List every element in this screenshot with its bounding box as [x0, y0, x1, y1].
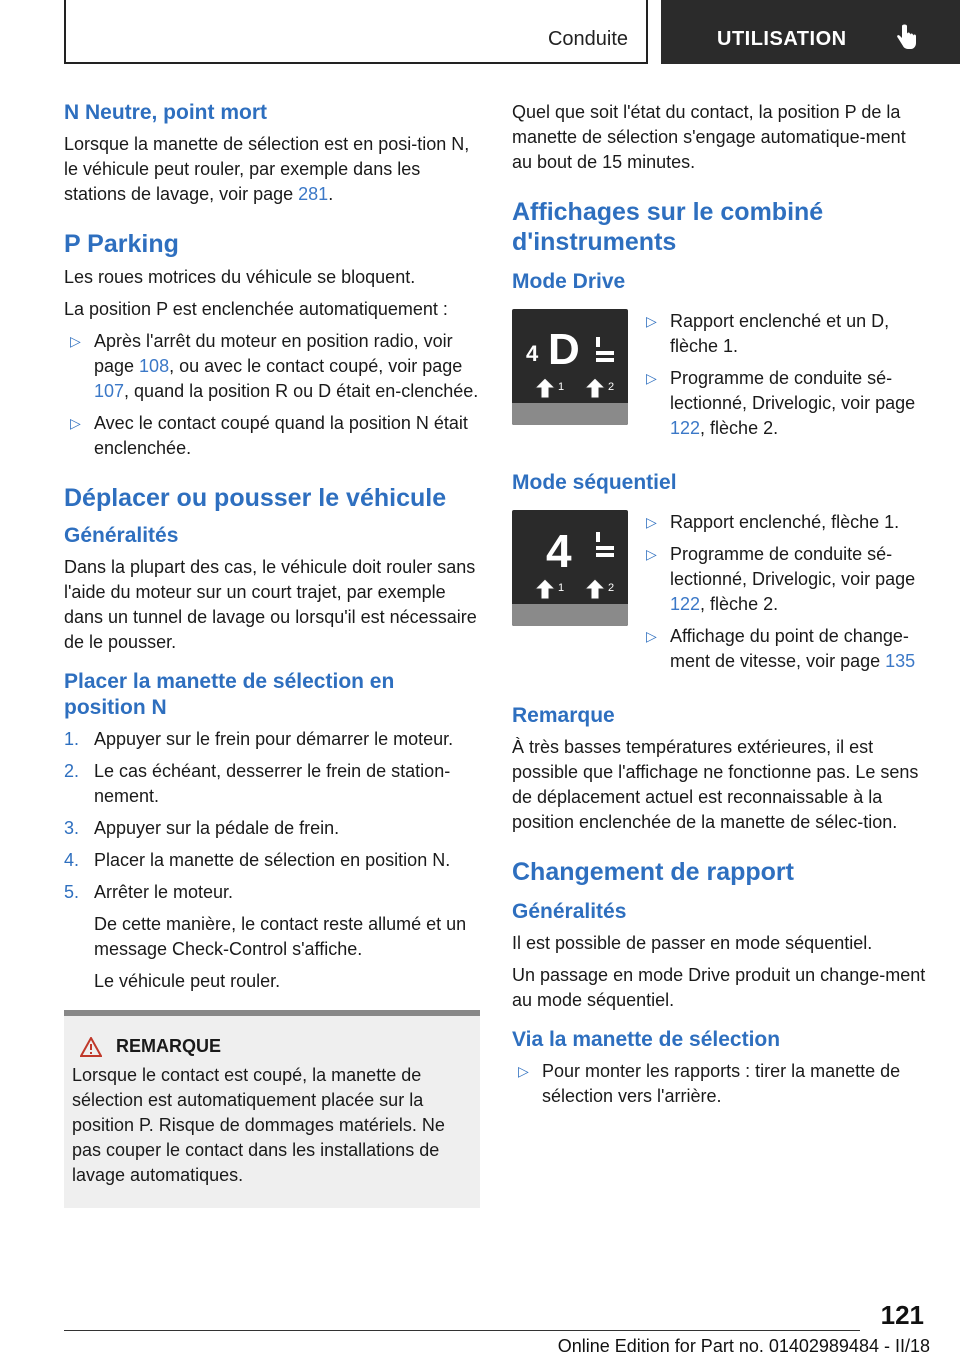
display-bottom-bar — [512, 604, 628, 626]
remark-paragraph: À très basses températures extérieures, il est possible que l'affichage ne fonctionne pas. Le sens de déplacement actuel est reconnaissable à la position enclenchée de la manette de sélec‐tion. — [512, 737, 919, 832]
list-item — [64, 848, 480, 873]
drivelogic-icon — [594, 528, 618, 560]
arrow-up-icon — [584, 377, 606, 399]
triangle-bullet-icon: ▷ — [646, 628, 657, 644]
list-text: Affichage du point de change‐ment de vitesse, voir page — [670, 626, 909, 671]
list-item — [640, 366, 928, 441]
list-item — [640, 309, 928, 359]
list-text: Programme de conduite sé‐lectionné, Drivelogic, voir page — [670, 544, 916, 589]
step-number: 1. — [64, 729, 80, 749]
right-intro-paragraph: Quel que soit l'état du contact, la position P de la manette de sélection s'engage automatique‐ment au bout de 15 minutes. — [512, 102, 906, 172]
subsection-title-general: Généralités — [512, 900, 627, 923]
subsection-title-via-selector: Via la manette de sélection — [512, 1028, 781, 1051]
step-number: 4. — [64, 850, 80, 870]
list-item — [64, 759, 480, 809]
note-title-text: REMARQUE — [116, 1036, 222, 1056]
triangle-bullet-icon: ▷ — [646, 313, 657, 329]
drive-mode-display-image — [512, 309, 628, 425]
drive-letter: D — [548, 325, 580, 374]
list-text: Programme de conduite sé‐lectionné, Drivelogic, voir page — [670, 368, 916, 413]
note-title — [80, 1036, 472, 1057]
arrow-up-icon — [584, 578, 606, 600]
section-title-parking: P Parking — [64, 230, 179, 258]
subsection-title-sequential: Mode séquentiel — [512, 471, 677, 494]
triangle-bullet-icon: ▷ — [646, 370, 657, 386]
step-5-sub-2: Le véhicule peut rouler. — [94, 971, 281, 991]
footer-edition-text: Online Edition for Part no. 01402989484 - II/18 — [557, 1336, 930, 1356]
list-text: Pour monter les rapports : tirer la manette de sélection vers l'arrière. — [542, 1061, 901, 1106]
list-text: Rapport enclenché et un D, flèche 1. — [670, 311, 890, 356]
step-number: 5. — [64, 882, 80, 902]
sequential-mode-display-image — [512, 510, 628, 626]
triangle-bullet-icon: ▷ — [646, 514, 657, 530]
arrow-label-1: 1 — [558, 381, 565, 393]
move-general-paragraph: Dans la plupart des cas, le véhicule doit rouler sans l'aide du moteur sur un court trajet, par exemple dans un tunnel de lavage ou lorsqu'il est nécessaire de le pousser. — [64, 557, 477, 652]
list-text: , flèche 2. — [700, 594, 779, 614]
note-text: Lorsque le contact est coupé, la manette de sélection est automatiquement placée sur la position P. Risque de dommages matériels. Ne pas couper le contact dans les installations de lavage automatiques. — [72, 1065, 445, 1185]
parking-paragraph-2: La position P est enclenchée automatiquement : — [64, 299, 448, 319]
steps-list — [64, 727, 480, 994]
subsection-title-place-n: Placer la manette de sélection en position N — [64, 670, 395, 719]
list-item — [64, 880, 480, 994]
step-text: Arrêter le moteur. — [94, 882, 234, 902]
right-column — [512, 100, 928, 1116]
step-text: Appuyer sur le frein pour démarrer le moteur. — [94, 729, 454, 749]
triangle-bullet-icon: ▷ — [70, 415, 81, 431]
page-number: 121 — [880, 1300, 924, 1330]
triangle-bullet-icon: ▷ — [646, 546, 657, 562]
list-item — [64, 816, 480, 841]
subsection-title-drive: Mode Drive — [512, 270, 626, 293]
step-5-sub-1: De cette manière, le contact reste allumé et un message Check-Control s'affiche. — [94, 914, 467, 959]
arrow-label-2: 2 — [608, 381, 615, 393]
neutral-text: Lorsque la manette de sélection est en posi‐tion N, le véhicule peut rouler, par exemple dans les stations de lavage, voir page — [64, 134, 470, 204]
page-link-108[interactable]: 108 — [139, 356, 170, 376]
step-text: Placer la manette de sélection en position N. — [94, 850, 451, 870]
page-link-281[interactable]: 281 — [298, 184, 329, 204]
left-column — [64, 100, 480, 1208]
hand-pointer-icon — [895, 24, 917, 55]
neutral-text-end: . — [328, 184, 334, 204]
via-list — [512, 1059, 928, 1109]
list-item — [64, 411, 480, 461]
section-title-displays: Affichages sur le combiné d'instruments — [512, 198, 824, 256]
drivelogic-icon — [594, 333, 618, 365]
page-link-107[interactable]: 107 — [94, 381, 125, 401]
sequential-list — [640, 510, 928, 681]
page-link-135[interactable]: 135 — [885, 651, 916, 671]
header-chapter-label: UTILISATION — [717, 28, 847, 50]
parking-paragraph-1: Les roues motrices du véhicule se bloquent. — [64, 267, 416, 287]
step-text: Appuyer sur la pédale de frein. — [94, 818, 340, 838]
arrow-label-2: 2 — [608, 582, 615, 594]
list-text: , flèche 2. — [700, 418, 779, 438]
parking-list — [64, 329, 480, 461]
arrow-label-1: 1 — [558, 582, 565, 594]
gear-number: 4 — [526, 341, 539, 366]
list-text: , quand la position R ou D était en‐clenchée. — [124, 381, 479, 401]
triangle-bullet-icon: ▷ — [70, 333, 81, 349]
header-chapter-tab — [661, 0, 960, 64]
drive-mode-row — [512, 309, 928, 448]
section-title-move: Déplacer ou pousser le véhicule — [64, 484, 447, 512]
section-title-neutral: N Neutre, point mort — [64, 101, 267, 124]
footer-divider — [64, 1330, 860, 1331]
triangle-bullet-icon: ▷ — [518, 1063, 529, 1079]
list-text: Après l'arrêt du moteur en position radio, voir page — [94, 331, 453, 376]
list-item — [512, 1059, 928, 1109]
subsection-title-general: Généralités — [64, 524, 179, 547]
list-text: Avec le contact coupé quand la position N était enclenchée. — [94, 413, 468, 458]
step-number: 3. — [64, 818, 80, 838]
header-section-title: Conduite — [547, 28, 628, 50]
neutral-paragraph — [64, 132, 480, 207]
list-text: , ou avec le contact coupé, voir page — [169, 356, 463, 376]
change-paragraph-2: Un passage en mode Drive produit un change‐ment au mode séquentiel. — [512, 965, 926, 1010]
subsection-title-remark: Remarque — [512, 704, 615, 727]
list-text: Rapport enclenché, flèche 1. — [670, 512, 900, 532]
drive-list — [640, 309, 928, 448]
list-item — [64, 727, 480, 752]
step-text: Le cas échéant, desserrer le frein de station‐nement. — [94, 761, 451, 806]
section-title-gear-change: Changement de rapport — [512, 858, 794, 886]
warning-triangle-icon — [80, 1037, 102, 1057]
arrow-up-icon — [534, 578, 556, 600]
page-link-122[interactable]: 122 — [670, 594, 701, 614]
list-item — [64, 329, 480, 404]
page-link-122[interactable]: 122 — [670, 418, 701, 438]
list-item — [640, 542, 928, 617]
list-item — [640, 510, 928, 535]
sequential-mode-row — [512, 510, 928, 681]
list-item — [640, 624, 928, 674]
display-bottom-bar — [512, 403, 628, 425]
arrow-up-icon — [534, 377, 556, 399]
gear-number: 4 — [546, 525, 572, 577]
warning-note-box — [64, 1010, 480, 1208]
change-paragraph-1: Il est possible de passer en mode séquentiel. — [512, 933, 873, 953]
step-number: 2. — [64, 761, 80, 781]
